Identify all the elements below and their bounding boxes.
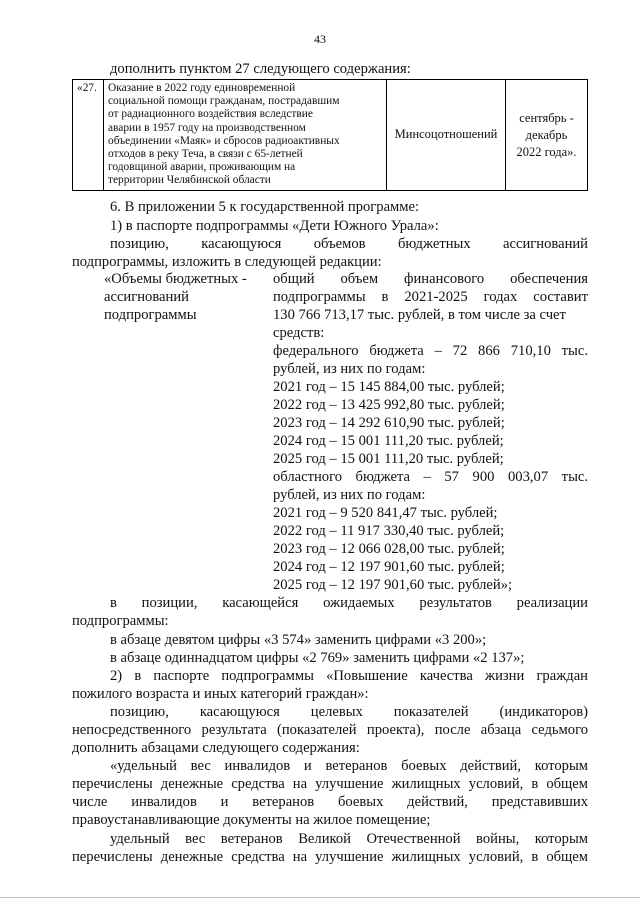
paragraph-line: 2) в паспорте подпрограммы «Повышение качества жизни граждан <box>110 668 588 684</box>
funding-year-line: 2022 год – 13 425 992,80 тыс. рублей; <box>273 397 505 413</box>
period-cell <box>506 80 588 191</box>
funding-year-line: 2023 год – 12 066 028,00 тыс. рублей; <box>273 541 505 557</box>
position-title-line: ассигнований <box>104 289 189 305</box>
funding-line: подпрограммы в 2021-2025 годах составит <box>273 289 588 305</box>
description-line: годовщиной аварии, проживающим на <box>108 161 296 174</box>
funding-year-line: 2024 год – 12 197 901,60 тыс. рублей; <box>273 559 505 575</box>
paragraph-line: удельный вес ветеранов Великой Отечественной войны, которым <box>110 831 588 847</box>
paragraph-line: числе инвалидов и ветеранов боевых действий, представивших <box>72 794 588 810</box>
page-number: 43 <box>314 32 326 46</box>
funding-year-line: 2022 год – 11 917 330,40 тыс. рублей; <box>273 523 505 539</box>
period-line: 2022 года». <box>516 144 577 159</box>
description-line: аварии в 1957 году на производственном <box>108 121 306 134</box>
description-line: социальной помощи гражданам, пострадавшим <box>108 95 340 108</box>
paragraph-line: дополнить абзацами следующего содержания: <box>72 740 360 756</box>
funding-line: 130 766 713,17 тыс. рублей, в том числе за счет <box>273 307 566 323</box>
paragraph-line: подпрограммы, изложить в следующей редакции: <box>72 254 382 270</box>
row-number: «27. <box>73 80 104 191</box>
paragraph-line: 6. В приложении 5 к государственной программе: <box>110 199 420 215</box>
funding-year-line: 2021 год – 9 520 841,47 тыс. рублей; <box>273 505 498 521</box>
period-line: декабрь <box>525 127 568 142</box>
description-line: объединении «Маяк» и сбросов радиоактивных <box>108 134 340 147</box>
funding-line: рублей, из них по годам: <box>273 487 426 503</box>
paragraph-line: подпрограммы: <box>72 613 169 629</box>
description-line: от радиационного воздействия вследствие <box>108 108 313 121</box>
funding-line: рублей, из них по годам: <box>273 361 426 377</box>
funding-year-line: 2021 год – 15 145 884,00 тыс. рублей; <box>273 379 505 395</box>
paragraph-line: перечислены денежные средства на улучшение жилищных условий, в общем <box>72 849 588 865</box>
description-line: отходов в реку Теча, в связи с 65-летней <box>108 148 303 161</box>
description-line: Оказание в 2022 году единовременной <box>108 82 296 94</box>
paragraph-line: непосредственного результата (показателей проекта), после абзаца седьмого <box>72 722 588 738</box>
activity-description <box>104 80 387 191</box>
period-line: сентябрь - <box>519 110 574 125</box>
funding-line: областного бюджета – 57 900 003,07 тыс. <box>273 469 588 485</box>
paragraph-line: в абзаце одиннадцатом цифры «2 769» заменить цифрами «2 137»; <box>110 650 525 666</box>
position-title-line: «Объемы бюджетных - <box>104 271 247 287</box>
funding-line: средств: <box>273 325 325 341</box>
activity-table <box>72 79 588 191</box>
executor-cell: Минсоцотношений <box>387 80 506 191</box>
funding-year-line: 2023 год – 14 292 610,90 тыс. рублей; <box>273 415 505 431</box>
paragraph-line: «удельный вес инвалидов и ветеранов боевых действий, которым <box>110 758 588 774</box>
funding-year-line: 2025 год – 12 197 901,60 тыс. рублей»; <box>273 577 513 593</box>
funding-year-line: 2024 год – 15 001 111,20 тыс. рублей; <box>273 433 504 449</box>
paragraph-line: пожилого возраста и иных категорий граждан»: <box>72 686 369 702</box>
funding-year-line: 2025 год – 15 001 111,20 тыс. рублей; <box>273 451 504 467</box>
position-title-line: подпрограммы <box>104 307 197 323</box>
paragraph-line: позицию, касающуюся целевых показателей (индикаторов) <box>110 704 588 720</box>
description-line: территории Челябинской области <box>108 174 271 187</box>
funding-line: федерального бюджета – 72 866 710,10 тыс. <box>273 343 588 359</box>
paragraph-line: перечислены денежные средства на улучшение жилищных условий, в общем <box>72 776 588 792</box>
funding-line: общий объем финансового обеспечения <box>273 271 588 287</box>
page-bottom-edge <box>0 897 640 898</box>
paragraph-line: позицию, касающуюся объемов бюджетных ассигнований <box>110 236 588 252</box>
paragraph-line: 1) в паспорте подпрограммы «Дети Южного Урала»: <box>110 218 439 234</box>
paragraph-line: правоустанавливающие документы на жилое помещение; <box>72 812 431 828</box>
paragraph-line: в абзаце девятом цифры «3 574» заменить цифрами «3 200»; <box>110 632 487 648</box>
intro-line: дополнить пунктом 27 следующего содержания: <box>110 61 411 77</box>
paragraph-line: в позиции, касающейся ожидаемых результатов реализации <box>110 595 588 611</box>
table-row <box>73 80 588 191</box>
